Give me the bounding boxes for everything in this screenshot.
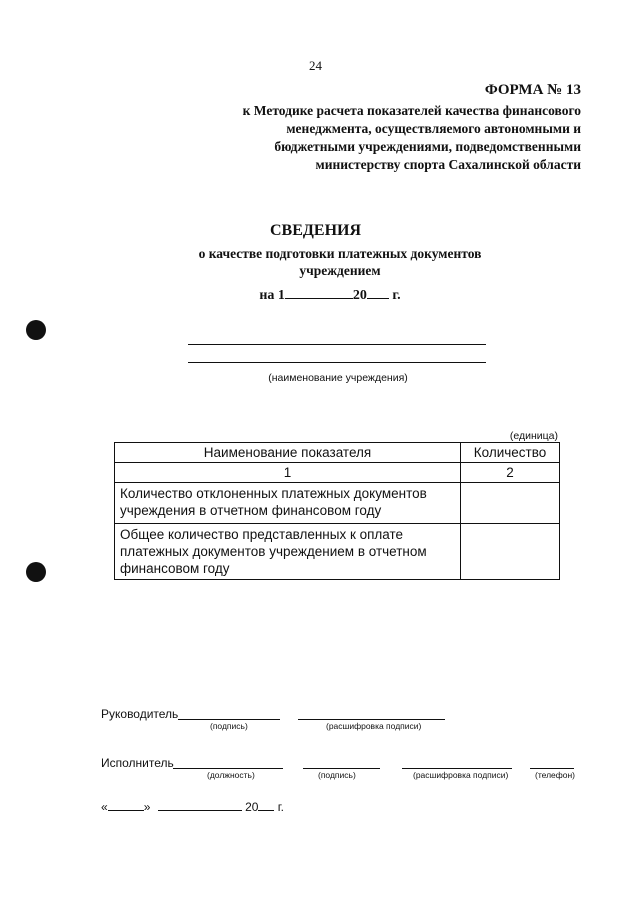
form-number: ФОРМА № 13 <box>484 82 581 98</box>
institution-caption: (наименование учреждения) <box>268 372 408 384</box>
document-subtitle <box>170 245 510 279</box>
executor-position-line[interactable] <box>173 768 283 769</box>
unit-label: (единица) <box>509 430 558 442</box>
date-month-field[interactable] <box>158 797 242 811</box>
date-day-month-field[interactable] <box>285 285 353 299</box>
head-label: Руководитель <box>101 707 179 721</box>
date-year-field[interactable] <box>258 797 274 811</box>
report-date-line <box>0 285 631 304</box>
method-reference <box>181 102 581 174</box>
date-year-prefix: 20 <box>245 800 259 814</box>
document-title: СВЕДЕНИЯ <box>269 222 362 239</box>
punch-hole-top <box>26 320 46 340</box>
header-indicator-name: Наименование показателя <box>115 443 461 463</box>
table-row <box>115 483 560 524</box>
date-suffix: г. <box>277 800 285 814</box>
date-open-quote: « <box>101 800 108 814</box>
indicator-value-cell[interactable] <box>461 524 560 580</box>
header-quantity: Количество <box>461 443 560 463</box>
executor-phone-line[interactable] <box>530 768 574 769</box>
table-header-row <box>115 443 560 463</box>
column-number: 2 <box>461 463 560 483</box>
column-number-row <box>115 463 560 483</box>
executor-phone-caption: (телефон) <box>535 770 576 780</box>
method-line: к Методике расчета показателей качества финансового <box>242 103 581 118</box>
punch-hole-bottom <box>26 562 46 582</box>
head-signature-line[interactable] <box>178 719 280 720</box>
executor-name-caption: (расшифровка подписи) <box>413 770 509 780</box>
table-row <box>115 524 560 580</box>
indicator-value-cell[interactable] <box>461 483 560 524</box>
head-name-line[interactable] <box>298 719 445 720</box>
indicator-name: Количество отклоненных платежных документов учреждения в отчетном финансовом году <box>115 483 461 524</box>
executor-position-caption: (должность) <box>207 770 255 780</box>
institution-name-line-1[interactable] <box>188 344 486 345</box>
indicators-table <box>114 442 560 580</box>
date-year-field[interactable] <box>367 285 389 299</box>
signature-date <box>101 797 284 814</box>
method-line: бюджетными учреждениями, подведомственными <box>274 139 581 154</box>
method-line: министерству спорта Сахалинской области <box>315 157 581 172</box>
institution-name-line-2[interactable] <box>188 362 486 363</box>
method-line: менеджмента, осуществляемого автономными и <box>286 121 581 136</box>
executor-signature-line[interactable] <box>303 768 380 769</box>
date-prefix: на 1 <box>259 288 285 303</box>
executor-signature-caption: (подпись) <box>318 770 356 780</box>
date-close-quote: » <box>143 800 151 814</box>
date-suffix: г. <box>392 288 401 303</box>
column-number: 1 <box>115 463 461 483</box>
head-name-caption: (расшифровка подписи) <box>326 721 422 731</box>
page-number: 24 <box>309 58 322 73</box>
subtitle-line: учреждением <box>299 263 381 278</box>
executor-label: Исполнитель <box>101 756 174 770</box>
indicator-name: Общее количество представленных к оплате платежных документов учреждением в отчетном финансовом году <box>115 524 461 580</box>
subtitle-line: о качестве подготовки платежных документов <box>198 246 482 261</box>
head-signature-caption: (подпись) <box>210 721 248 731</box>
date-day-field[interactable] <box>108 797 144 811</box>
executor-name-line[interactable] <box>402 768 512 769</box>
date-year-prefix: 20 <box>352 288 367 303</box>
